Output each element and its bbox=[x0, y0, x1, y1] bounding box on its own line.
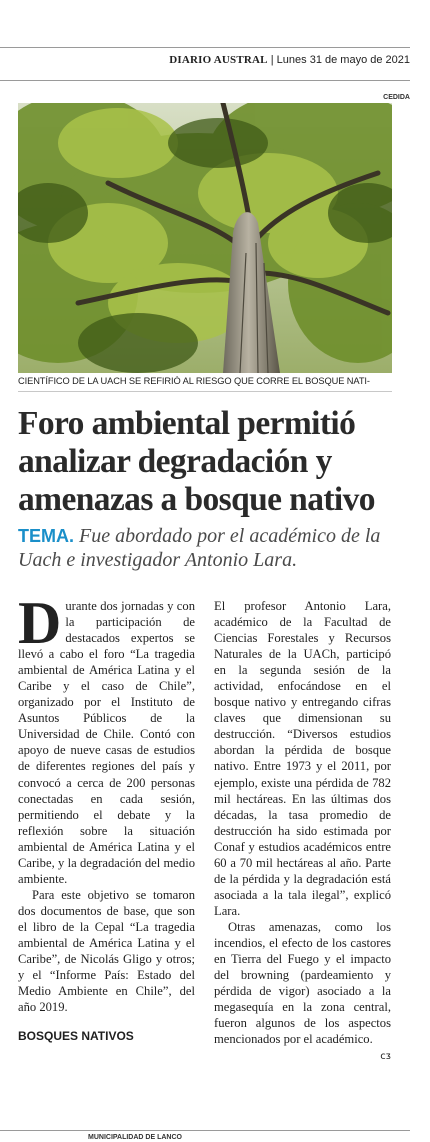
tree-canopy-image bbox=[18, 103, 392, 373]
article-headline: Foro ambiental permitió analizar degradación y amenazas a bosque nativo bbox=[18, 405, 375, 518]
footer-rule bbox=[0, 1130, 410, 1131]
paragraph-4-text: Otras amenazas, como los incendios, el efecto de los castores en Tierra del Fuego y el impacto del browning (pardeamiento y pérdida de vigor) asociado a la megasequía en la zona central, fueron algunos de los aspectos mencionados por el académico. bbox=[214, 919, 391, 1047]
tema-label: TEMA. bbox=[18, 526, 74, 546]
paragraph-2: Para este objetivo se tomaron dos documentos de base, que son el libro de la Cepal “La tragedia ambiental de América Latina y el Caribe”, de Nicolás Gligo y otros; y el “Informe País: Estado del Medio Ambiente en Chile”, del año 2019. bbox=[18, 887, 195, 1015]
end-mark-icon: ᴄᴣ bbox=[380, 1051, 391, 1063]
subhead-bosques-nativos: BOSQUES NATIVOS bbox=[18, 1029, 134, 1044]
masthead bbox=[169, 54, 410, 66]
caption-rule bbox=[18, 391, 392, 392]
photo-caption: CIENTÍFICO DE LA UACH SE REFIRIÓ AL RIESGO QUE CORRE EL BOSQUE NATI- bbox=[18, 376, 370, 386]
paragraph-3: El profesor Antonio Lara, académico de la Facultad de Ciencias Forestales y Recursos Naturales de la UACh, participó en la segunda sesión de la actividad, enfocándose en el bosque nativo y entregando cifras claves que dimensionan su destrucción. “Diversos estudios abordan la pérdida de bosque nativo. Entre 1973 y el 2011, por ejemplo, existe una pérdida de 782 mil hectáreas. En las últimas dos décadas, la tasa promedio de destrucción ha sido estimada por Conaf y estudios académicos entre 60 a 70 mil hectáreas al año. Parte de la pérdida y la degradación está asociada a la tala ilegal”, explicó Lara. bbox=[214, 599, 391, 918]
paragraph-1 bbox=[18, 590, 195, 887]
paragraph-1-text: urante dos jornadas y con la participación de destacados expertos se llevó a cabo el foro “La tragedia ambiental de América Latina y el Caribe y el caso de Chile”, organizado por el Instituto de Asuntos Públicos de la Universidad de Chile. Contó con apoyo de nueve casas de estudios de diferentes regiones del país y convocó a cerca de 200 personas conectadas en cada sesión, permitiendo el debate y la reflexión sobre la situación ambiental de América Latina y el Caribe, y la degradación del medio ambiente. bbox=[18, 599, 195, 886]
drop-cap: D bbox=[18, 590, 62, 656]
forest-photo bbox=[18, 103, 392, 373]
issue-date: | Lunes 31 de mayo de 2021 bbox=[267, 54, 410, 66]
paragraph-4 bbox=[214, 919, 391, 1063]
header-rule bbox=[0, 80, 410, 81]
deck-text: Fue abordado por el académico de la Uach e investigador Antonio Lara. bbox=[18, 525, 381, 571]
article-column-right bbox=[214, 598, 391, 1065]
article-column-left bbox=[18, 590, 195, 1045]
article-deck bbox=[18, 524, 398, 572]
footer-text: MUNICIPALIDAD DE LANCO bbox=[88, 1134, 182, 1141]
top-rule bbox=[0, 47, 410, 48]
photo-credit: CEDIDA bbox=[383, 94, 410, 101]
paper-name: DIARIO AUSTRAL bbox=[169, 54, 268, 66]
